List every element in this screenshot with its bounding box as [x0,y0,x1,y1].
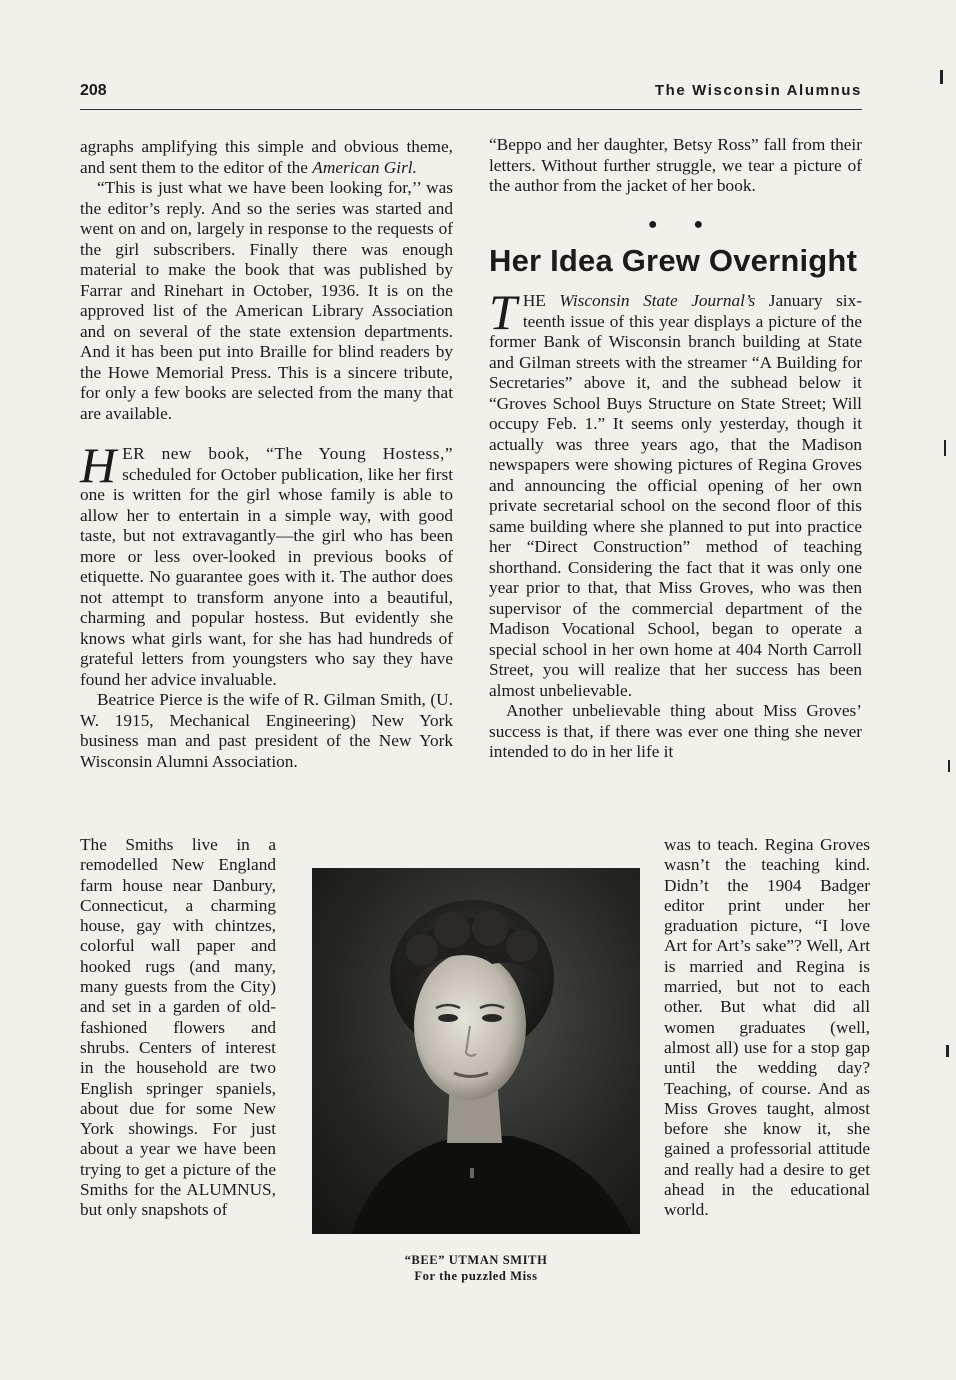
paragraph-editor-reply: “This is just what we have been looking for,’’ was the editor’s reply. And so the series was started and went on and on, largely in response to the requests of the girl subscribers. Finally there was enough material to make the book that was published by Farrar and Rinehart in October, 1936. It is on the approved list of the American Library Association and on several of the state extension departments. And it has been put into Braille for blind readers by the Howe Memorial Press. This is a sincere tribute, for only a few books are selected from the many that are available. [80,178,453,423]
paragraph-beppo: “Beppo and her daughter, Betsy Ross” fall from their letters. Without further struggle, we tear a picture of the author from the jacket of her book. [489,135,862,195]
paragraph-new-book: HER new book, “The Young Hostess,” scheduled for October publication, like her first one is written for the girl whose family is able to allow her to entertain in a simple way, with good taste, but not extravagantly—the girl who has been more or less over-looked in previous books of etiquette. No guarantee goes with it. The author does not attempt to transform anyone into a beautiful, charming and popular hostess. But evidently she knows what girls want, for she has had hundreds of grateful letters from youngsters who say they have found her advice invaluable. [80,437,453,689]
photo-caption [312,1252,640,1284]
paragraph-beatrice-pierce: Beatrice Pierce is the wife of R. Gilman Smith, (U. W. 1915, Mechanical Engineering) New York business man and past president of the New York Wisconsin Alumni Association. [80,690,453,771]
caption-name: “BEE” UTMAN SMITH [404,1253,548,1267]
page-number: 208 [80,82,107,99]
paragraph-teaching: was to teach. Regina Groves wasn’t the teaching kind. Didn’t the 1904 Badger editor print under her graduation picture, “I love Art for Art’s sake”? Well, Art is married and Regina is married, but not to each other. But what did all women graduates (well, almost all) use for a stop gap until the wedding day? Teaching, of course. And as Miss Groves taught, almost before she know it, she gained a professorial attitude and really had a desire to get ahead in the educational world. [664,835,870,1220]
magazine-title: The Wisconsin Alumnus [654,82,862,99]
paragraph-continued: agraphs amplifying this simple and obvious theme, and sent them to the editor of the American Girl. [80,137,453,177]
header-rule [80,109,862,110]
newspaper-name-italic: Wisconsin State Journal’s [559,291,756,310]
section-divider-dots: ● ● [647,215,720,233]
portrait-photo [312,868,640,1234]
caption-subline: For the puzzled Miss [414,1269,538,1283]
paragraph-state-journal: THE Wisconsin State Journal’s January six- teenth issue of this year displays a picture of the former Bank of Wisconsin branch building at State and Gilman streets with the streamer “A Building for Secretaries” above it, and the subhead below it “Groves School Buys Structure on State Street; Will occupy Feb. 1.” It seems only yesterday, though it actually was three years ago, that the Madison newspapers were showing pictures of Regina Groves and announcing the official opening of her own private secretarial school on the second floor of this same building where she planned to put into practice her “Direct Construction” method of teaching shorthand. Considering the fact that it was only one year prior to that, that Miss Groves, who was then supervisor of the commercial department of the Madison Vocational School, began to operate a special school in her own home at 404 North Carroll Street, you will realize that her success has been almost unbelievable. [489,284,862,700]
paragraph-smiths-home: The Smiths live in a remodelled New England farm house near Danbury, Connecticut, a charming house, gay with chintzes, colorful wall paper and hooked rugs (and many, many guests from the City) and set in a garden of old-fashioned flowers and shrubs. Centers of interest in the household are two English springer spaniels, about due for some New York showings. For just about a year we have been trying to get a picture of the Smiths for the ALUMNUS, but only snapshots of [80,835,276,1220]
drop-cap: T [489,284,517,340]
section-title: Her Idea Grew Overnight [489,243,858,278]
magazine-name-italic: American Girl. [312,157,417,177]
portrait-illustration [312,868,640,1234]
left-narrow-column [80,835,276,1221]
scan-edge-mark [946,1045,949,1057]
paragraph-another-unbelievable: Another unbelievable thing about Miss Groves’ success is that, if there was ever one thing she never intended to do in her life it [489,701,862,761]
right-column [489,135,862,763]
scan-edge-mark [944,440,946,456]
running-head [80,82,862,106]
right-narrow-column [664,835,870,1221]
scan-edge-mark [948,760,950,772]
scan-edge-mark [940,70,943,84]
left-column [80,137,453,772]
drop-cap: H [80,437,117,493]
